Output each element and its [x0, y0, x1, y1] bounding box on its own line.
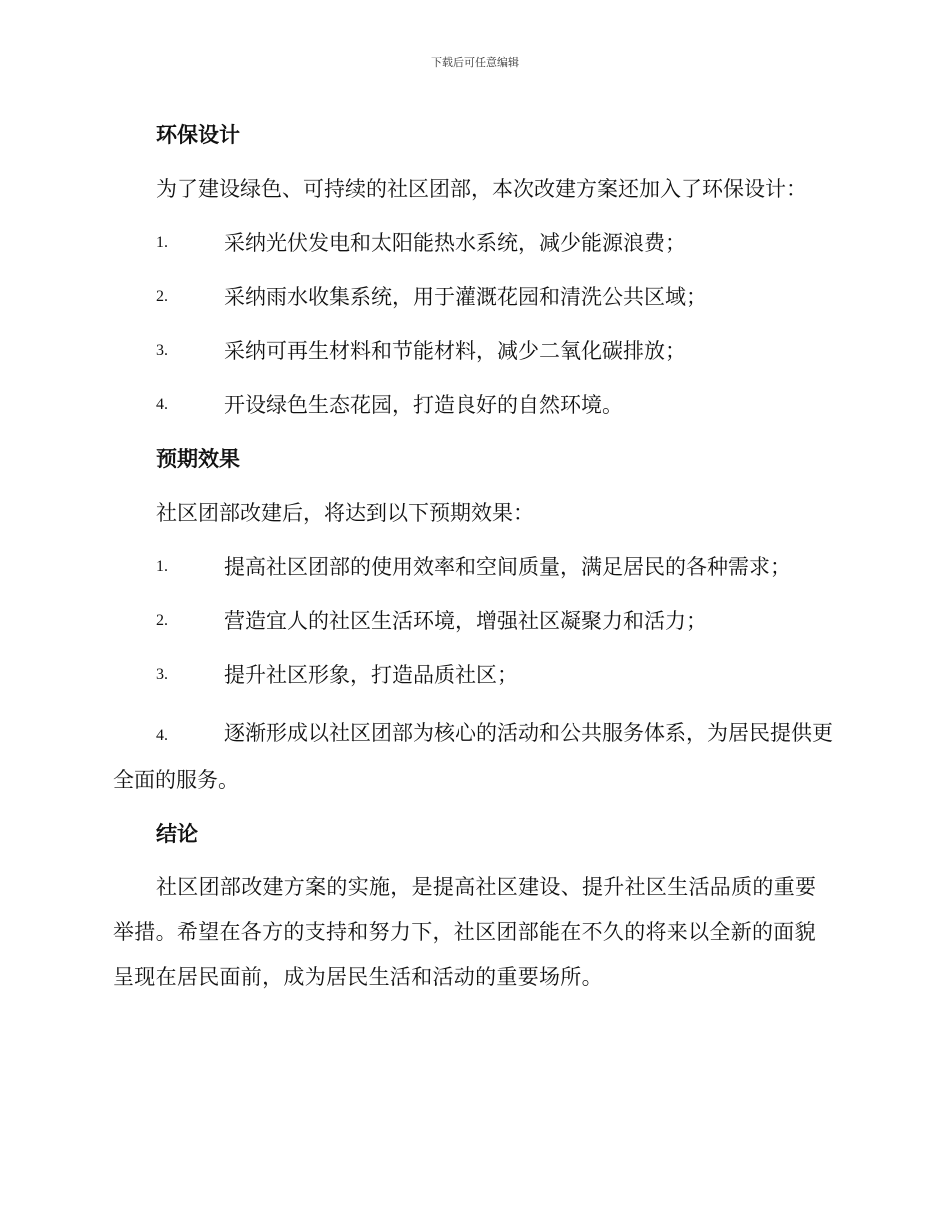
list-text: 采纳光伏发电和太阳能热水系统，减少能源浪费；	[224, 231, 686, 255]
list-text: 采纳雨水收集系统，用于灌溉花园和清洗公共区域；	[224, 285, 707, 309]
list-number: 2.	[156, 612, 168, 629]
list-number: 4.	[156, 727, 168, 744]
list-item	[113, 216, 837, 270]
list-item	[113, 594, 837, 648]
list-text: 逐渐形成以社区团部为核心的活动和公共服务体系，为居民提供更全面的服务。	[113, 721, 833, 792]
conclusion-paragraph: 社区团部改建方案的实施，是提高社区建设、提升社区生活品质的重要举措。希望在各方的支持和努力下，社区团部能在不久的将来以全新的面貌呈现在居民面前，成为居民生活和活动的重要场所。	[113, 875, 817, 989]
list-number: 3.	[156, 666, 168, 683]
section-intro-eco: 为了建设绿色、可持续的社区团部，本次改建方案还加入了环保设计：	[156, 177, 807, 201]
section-intro-effects: 社区团部改建后，将达到以下预期效果：	[156, 501, 534, 525]
list-number: 2.	[156, 288, 168, 305]
list-item	[113, 648, 837, 702]
list-text: 提高社区团部的使用效率和空间质量，满足居民的各种需求；	[224, 555, 791, 579]
section-title-effects: 预期效果	[156, 447, 240, 471]
section-title-eco: 环保设计	[156, 123, 240, 147]
list-item-wrapped	[113, 711, 837, 803]
section-title-conclusion: 结论	[156, 822, 198, 846]
list-item	[113, 540, 837, 594]
list-text: 采纳可再生材料和节能材料，减少二氧化碳排放；	[224, 339, 686, 363]
page-header: 下载后可任意编辑	[431, 56, 519, 69]
list-item	[113, 324, 837, 378]
list-number: 4.	[156, 396, 168, 413]
list-number: 3.	[156, 342, 168, 359]
list-number: 1.	[156, 234, 168, 251]
list-text: 开设绿色生态花园，打造良好的自然环境。	[224, 393, 623, 417]
document-body	[113, 108, 837, 1000]
list-item	[113, 378, 837, 432]
list-item	[113, 270, 837, 324]
list-text: 提升社区形象，打造品质社区；	[224, 663, 518, 687]
list-text: 营造宜人的社区生活环境，增强社区凝聚力和活力；	[224, 609, 707, 633]
list-number: 1.	[156, 558, 168, 575]
